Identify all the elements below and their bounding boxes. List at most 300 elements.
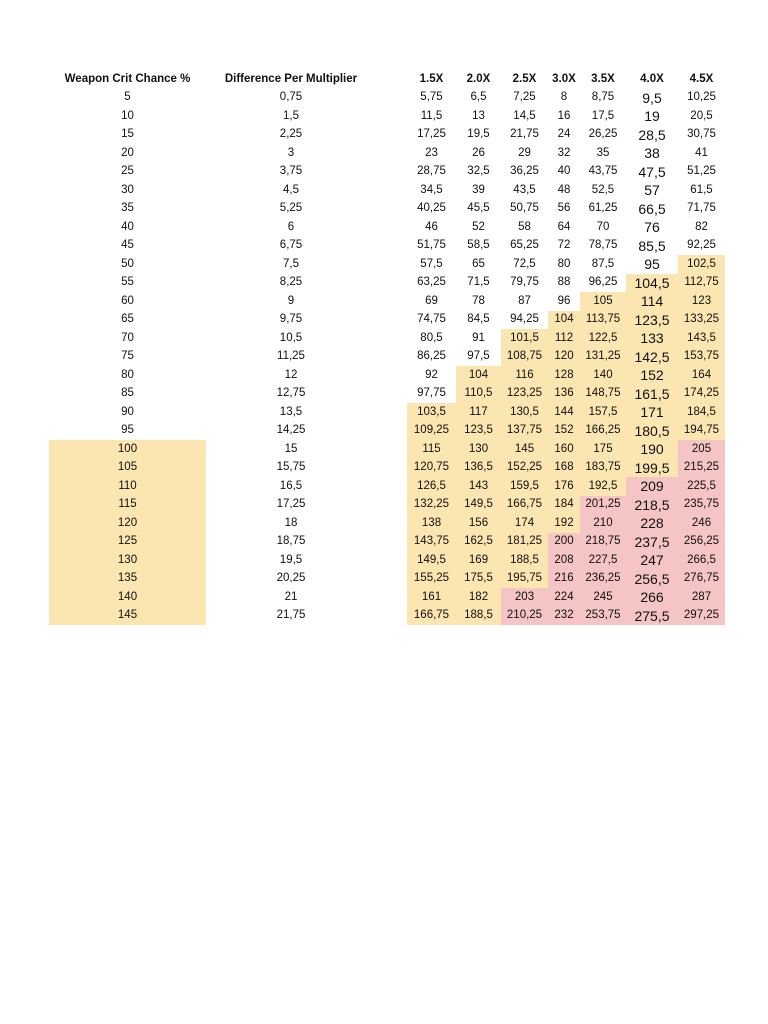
crit-chance-cell: 115: [49, 496, 206, 515]
spacer-cell: [376, 163, 407, 182]
multiplier-cell: 155,25: [407, 570, 456, 589]
multiplier-cell: 133,25: [678, 311, 725, 330]
multiplier-cell: 297,25: [678, 607, 725, 626]
difference-cell: 14,25: [276, 424, 306, 436]
multiplier-cell: 287: [678, 588, 725, 607]
col-header-4-0x: 4.0X: [640, 72, 664, 85]
multiplier-cell: 180,5: [626, 422, 678, 441]
multiplier-cell: 161: [407, 588, 456, 607]
multiplier-cell: 28,75: [417, 165, 446, 177]
multiplier-cell: 138: [407, 514, 456, 533]
multiplier-cell: 72,5: [513, 257, 536, 270]
multiplier-cell: 137,75: [501, 422, 548, 441]
spacer-cell: [376, 311, 407, 330]
spacer-cell: [376, 533, 407, 552]
multiplier-cell: 26,25: [588, 128, 618, 140]
multiplier-cell: 45,5: [467, 202, 490, 214]
crit-chance-cell: 140: [49, 588, 206, 607]
multiplier-cell: 143,5: [678, 329, 725, 348]
multiplier-cell: 17,5: [591, 109, 615, 122]
multiplier-cell: 130,5: [501, 403, 548, 422]
crit-chance-cell: 15: [121, 128, 134, 140]
multiplier-cell: 166,25: [580, 422, 626, 441]
multiplier-cell: 96,25: [588, 276, 618, 288]
crit-chance-cell: 85: [121, 387, 134, 399]
difference-cell: 9,75: [279, 313, 303, 325]
crit-chance-cell: 60: [121, 294, 134, 307]
difference-cell: 15,75: [276, 461, 306, 473]
crit-chance-cell: 30: [121, 183, 134, 196]
multiplier-cell: 102,5: [678, 255, 725, 274]
spacer-cell: [376, 329, 407, 348]
crit-chance-cell: 65: [121, 313, 134, 325]
multiplier-cell: 175: [580, 440, 626, 459]
multiplier-cell: 235,75: [678, 496, 725, 515]
multiplier-cell: 46: [425, 220, 438, 233]
multiplier-cell: 87: [518, 294, 531, 307]
spacer-cell: [376, 200, 407, 219]
multiplier-cell: 64: [557, 220, 571, 233]
multiplier-cell: 199,5: [626, 459, 678, 478]
multiplier-cell: 123,5: [456, 422, 501, 441]
multiplier-cell: 149,5: [407, 551, 456, 570]
crit-chance-cell: 135: [49, 570, 206, 589]
multiplier-cell: 237,5: [626, 533, 678, 552]
spacer-cell: [376, 403, 407, 422]
multiplier-cell: 145: [501, 440, 548, 459]
multiplier-cell: 208: [548, 551, 580, 570]
multiplier-cell: 91: [472, 331, 485, 344]
difference-cell: 20,25: [276, 572, 306, 584]
multiplier-cell: 143,75: [407, 533, 456, 552]
multiplier-cell: 126,5: [407, 477, 456, 496]
spacer-cell: [376, 588, 407, 607]
crit-chance-cell: 105: [49, 459, 206, 478]
multiplier-cell: 80,5: [420, 331, 443, 344]
crit-chance-cell: 95: [121, 424, 134, 436]
multiplier-cell: 97,5: [467, 350, 490, 362]
col-header-crit-chance: Weapon Crit Chance %: [64, 72, 191, 85]
crit-chance-cell: 120: [49, 514, 206, 533]
multiplier-cell: 48: [557, 183, 571, 196]
spacer-cell: [376, 181, 407, 200]
multiplier-cell: 136,5: [456, 459, 501, 478]
multiplier-cell: 236,25: [580, 570, 626, 589]
spacer-cell: [376, 255, 407, 274]
multiplier-cell: 192,5: [580, 477, 626, 496]
multiplier-cell: 96: [557, 294, 571, 307]
multiplier-cell: 57: [644, 182, 660, 199]
multiplier-cell: 21,75: [510, 128, 539, 140]
multiplier-cell: 76: [644, 219, 660, 236]
multiplier-cell: 166,75: [407, 607, 456, 626]
multiplier-cell: 188,5: [456, 607, 501, 626]
multiplier-cell: 225,5: [678, 477, 725, 496]
multiplier-cell: 92: [425, 368, 438, 381]
multiplier-cell: 200: [548, 533, 580, 552]
spacer-cell: [376, 607, 407, 626]
multiplier-cell: 80: [557, 257, 571, 270]
multiplier-cell: 157,5: [580, 403, 626, 422]
difference-cell: 13,5: [279, 405, 303, 418]
spacer-cell: [376, 144, 407, 163]
crit-chance-cell: 145: [49, 607, 206, 626]
multiplier-cell: 143: [456, 477, 501, 496]
multiplier-cell: 256,25: [678, 533, 725, 552]
multiplier-cell: 275,5: [626, 607, 678, 626]
multiplier-cell: 174,25: [678, 385, 725, 404]
spacer-cell: [376, 440, 407, 459]
multiplier-cell: 175,5: [456, 570, 501, 589]
crit-chance-cell: 70: [121, 331, 134, 344]
multiplier-cell: 19,5: [467, 128, 490, 140]
multiplier-cell: 26: [472, 146, 485, 159]
multiplier-cell: 66,5: [638, 200, 666, 217]
spacer-cell: [376, 551, 407, 570]
multiplier-cell: 266: [626, 588, 678, 607]
col-header-2-0x: 2.0X: [466, 72, 491, 85]
multiplier-cell: 58,5: [467, 239, 490, 251]
multiplier-cell: 144: [548, 403, 580, 422]
multiplier-cell: 181,25: [501, 533, 548, 552]
multiplier-cell: 9,5: [642, 89, 662, 106]
col-header-4-5x: 4.5X: [689, 72, 714, 85]
difference-cell: 15: [284, 442, 298, 455]
multiplier-cell: 133: [626, 329, 678, 348]
multiplier-cell: 61,5: [690, 183, 713, 196]
multiplier-cell: 51,25: [687, 165, 716, 177]
difference-cell: 16,5: [279, 479, 303, 492]
multiplier-cell: 120: [548, 348, 580, 367]
spacer-cell: [376, 422, 407, 441]
multiplier-cell: 43,75: [588, 165, 618, 177]
col-header-spacer: [376, 70, 407, 89]
multiplier-cell: 176: [548, 477, 580, 496]
spacer-cell: [376, 292, 407, 311]
multiplier-cell: 87,5: [591, 257, 615, 270]
spacer-cell: [376, 496, 407, 515]
multiplier-cell: 266,5: [678, 551, 725, 570]
multiplier-cell: 78,75: [588, 239, 618, 251]
multiplier-cell: 72: [557, 239, 571, 251]
multiplier-cell: 19: [644, 108, 660, 125]
spacer-cell: [376, 237, 407, 256]
crit-chance-cell: 110: [49, 477, 206, 496]
spacer-cell: [376, 514, 407, 533]
multiplier-cell: 30,75: [687, 128, 716, 140]
multiplier-cell: 210: [580, 514, 626, 533]
difference-cell: 9: [287, 294, 295, 307]
multiplier-cell: 71,5: [467, 276, 490, 288]
difference-cell: 11,25: [277, 350, 305, 362]
multiplier-cell: 92,25: [687, 239, 716, 251]
multiplier-cell: 216: [548, 570, 580, 589]
multiplier-cell: 142,5: [626, 348, 678, 367]
multiplier-cell: 11,5: [420, 109, 443, 122]
multiplier-cell: 160: [548, 440, 580, 459]
multiplier-cell: 109,25: [407, 422, 456, 441]
multiplier-cell: 52,5: [591, 183, 615, 196]
multiplier-cell: 161,5: [626, 385, 678, 404]
multiplier-cell: 29: [518, 146, 531, 159]
multiplier-cell: 218,5: [626, 496, 678, 515]
multiplier-cell: 190: [626, 440, 678, 459]
multiplier-cell: 5,75: [420, 91, 443, 103]
multiplier-cell: 256,5: [626, 570, 678, 589]
multiplier-cell: 74,75: [417, 313, 446, 325]
multiplier-cell: 156: [456, 514, 501, 533]
difference-cell: 0,75: [279, 91, 303, 103]
crit-chance-cell: 35: [121, 202, 134, 214]
multiplier-cell: 131,25: [580, 348, 626, 367]
col-header-3-0x: 3.0X: [552, 72, 576, 85]
multiplier-cell: 24: [557, 128, 571, 140]
multiplier-cell: 192: [548, 514, 580, 533]
difference-cell: 17,25: [276, 498, 306, 510]
spacer-cell: [376, 126, 407, 145]
multiplier-cell: 13: [472, 109, 485, 122]
difference-cell: 10,5: [279, 331, 303, 344]
multiplier-cell: 23: [425, 146, 438, 159]
multiplier-cell: 246: [678, 514, 725, 533]
multiplier-cell: 50,75: [510, 202, 539, 214]
multiplier-cell: 152,25: [501, 459, 548, 478]
multiplier-cell: 159,5: [501, 477, 548, 496]
crit-chance-cell: 130: [49, 551, 206, 570]
multiplier-cell: 184: [548, 496, 580, 515]
col-header-difference: Difference Per Multiplier: [224, 72, 358, 85]
multiplier-cell: 153,75: [678, 348, 725, 367]
multiplier-cell: 218,75: [580, 533, 626, 552]
difference-cell: 2,25: [279, 128, 303, 140]
multiplier-cell: 34,5: [420, 183, 443, 196]
crit-chance-cell: 125: [49, 533, 206, 552]
spacer-cell: [376, 274, 407, 293]
multiplier-cell: 168: [548, 459, 580, 478]
multiplier-cell: 164: [678, 366, 725, 385]
spacer-cell: [376, 570, 407, 589]
difference-cell: 12,75: [276, 387, 306, 399]
multiplier-cell: 14,5: [513, 109, 536, 122]
difference-cell: 6: [287, 220, 295, 233]
multiplier-cell: 276,75: [678, 570, 725, 589]
multiplier-cell: 166,75: [501, 496, 548, 515]
difference-cell: 19,5: [279, 553, 303, 566]
multiplier-cell: 136: [548, 385, 580, 404]
multiplier-cell: 117: [456, 403, 501, 422]
spacer-cell: [376, 348, 407, 367]
difference-cell: 21,75: [276, 609, 306, 621]
multiplier-cell: 38: [644, 145, 660, 162]
difference-cell: 21: [284, 590, 298, 603]
multiplier-cell: 86,25: [417, 350, 446, 362]
multiplier-cell: 78: [472, 294, 485, 307]
multiplier-cell: 209: [626, 477, 678, 496]
multiplier-cell: 120,75: [407, 459, 456, 478]
multiplier-cell: 253,75: [580, 607, 626, 626]
crit-chance-cell: 20: [121, 146, 134, 159]
spacer-cell: [376, 218, 407, 237]
crit-chance-cell: 80: [121, 368, 134, 381]
multiplier-cell: 36,25: [510, 165, 539, 177]
col-header-2-5x: 2.5X: [512, 72, 537, 85]
difference-cell: 6,75: [279, 239, 303, 251]
multiplier-cell: 104: [548, 311, 580, 330]
multiplier-cell: 123: [678, 292, 725, 311]
difference-cell: 7,5: [283, 257, 299, 270]
crit-chance-cell: 40: [121, 220, 134, 233]
multiplier-cell: 110,5: [456, 385, 501, 404]
multiplier-cell: 97,75: [417, 387, 446, 399]
multiplier-cell: 130: [456, 440, 501, 459]
multiplier-cell: 95: [644, 256, 660, 273]
multiplier-cell: 188,5: [501, 551, 548, 570]
col-header-1-5x: 1.5X: [419, 72, 444, 85]
multiplier-cell: 10,25: [687, 91, 716, 103]
multiplier-cell: 85,5: [638, 237, 666, 254]
multiplier-cell: 69: [425, 294, 438, 307]
multiplier-cell: 162,5: [456, 533, 501, 552]
spacer-cell: [376, 89, 407, 108]
multiplier-cell: 215,25: [678, 459, 725, 478]
multiplier-cell: 148,75: [580, 385, 626, 404]
multiplier-cell: 40: [557, 165, 571, 177]
multiplier-cell: 65: [472, 257, 485, 270]
difference-cell: 8,25: [279, 276, 303, 288]
multiplier-cell: 140: [580, 366, 626, 385]
multiplier-cell: 169: [456, 551, 501, 570]
multiplier-cell: 71,75: [687, 202, 716, 214]
multiplier-cell: 16: [557, 109, 571, 122]
multiplier-cell: 101,5: [501, 329, 548, 348]
multiplier-cell: 184,5: [678, 403, 725, 422]
multiplier-cell: 174: [501, 514, 548, 533]
col-header-3-5x: 3.5X: [591, 72, 615, 85]
multiplier-cell: 132,25: [407, 496, 456, 515]
multiplier-cell: 41: [695, 146, 708, 159]
multiplier-cell: 32,5: [467, 165, 490, 177]
multiplier-cell: 57,5: [420, 257, 443, 270]
multiplier-cell: 152: [626, 366, 678, 385]
multiplier-cell: 128: [548, 366, 580, 385]
crit-chance-cell: 75: [121, 350, 134, 362]
multiplier-cell: 247: [626, 551, 678, 570]
difference-cell: 3: [287, 146, 295, 159]
spacer-cell: [376, 107, 407, 126]
multiplier-cell: 39: [472, 183, 485, 196]
multiplier-cell: 63,25: [417, 276, 446, 288]
multiplier-cell: 123,25: [501, 385, 548, 404]
multiplier-cell: 104: [456, 366, 501, 385]
multiplier-cell: 205: [678, 440, 725, 459]
multiplier-cell: 194,75: [678, 422, 725, 441]
multiplier-cell: 61,25: [588, 202, 618, 214]
crit-chance-cell: 45: [121, 239, 134, 251]
multiplier-cell: 224: [548, 588, 580, 607]
spacer-cell: [376, 477, 407, 496]
difference-cell: 18: [284, 516, 298, 529]
multiplier-cell: 8: [560, 91, 568, 103]
multiplier-cell: 52: [472, 220, 485, 233]
multiplier-cell: 195,75: [501, 570, 548, 589]
multiplier-cell: 114: [626, 292, 678, 311]
multiplier-cell: 104,5: [626, 274, 678, 293]
multiplier-cell: 105: [580, 292, 626, 311]
multiplier-cell: 43,5: [513, 183, 536, 196]
multiplier-cell: 6,5: [470, 91, 487, 103]
multiplier-cell: 201,25: [580, 496, 626, 515]
multiplier-cell: 40,25: [417, 202, 446, 214]
spacer-cell: [376, 366, 407, 385]
crit-chance-cell: 55: [121, 276, 134, 288]
multiplier-cell: 182: [456, 588, 501, 607]
multiplier-cell: 108,75: [501, 348, 548, 367]
multiplier-cell: 94,25: [510, 313, 539, 325]
crit-chance-cell: 10: [121, 109, 134, 122]
multiplier-cell: 8,75: [591, 91, 615, 103]
multiplier-cell: 7,25: [513, 91, 536, 103]
difference-cell: 4,5: [283, 183, 299, 196]
crit-chance-cell: 50: [121, 257, 134, 270]
multiplier-cell: 228: [626, 514, 678, 533]
crit-table: [49, 70, 725, 625]
multiplier-cell: 84,5: [467, 313, 490, 325]
multiplier-cell: 79,75: [510, 276, 539, 288]
multiplier-cell: 123,5: [626, 311, 678, 330]
multiplier-cell: 65,25: [510, 239, 539, 251]
multiplier-cell: 183,75: [580, 459, 626, 478]
spacer-cell: [376, 385, 407, 404]
crit-chance-cell: 25: [121, 165, 134, 177]
spacer-cell: [376, 459, 407, 478]
multiplier-cell: 227,5: [580, 551, 626, 570]
multiplier-cell: 245: [580, 588, 626, 607]
multiplier-cell: 115: [407, 440, 456, 459]
difference-cell: 18,75: [276, 535, 306, 547]
difference-cell: 3,75: [279, 165, 303, 177]
multiplier-cell: 17,25: [417, 128, 446, 140]
multiplier-cell: 113,75: [580, 311, 626, 330]
multiplier-cell: 149,5: [456, 496, 501, 515]
multiplier-cell: 20,5: [690, 109, 713, 122]
multiplier-cell: 82: [695, 220, 708, 233]
multiplier-cell: 47,5: [638, 163, 666, 180]
multiplier-cell: 122,5: [580, 329, 626, 348]
multiplier-cell: 203: [501, 588, 548, 607]
multiplier-cell: 232: [548, 607, 580, 626]
multiplier-cell: 112,75: [678, 274, 725, 293]
multiplier-cell: 88: [557, 276, 571, 288]
crit-chance-cell: 5: [124, 91, 131, 103]
multiplier-cell: 35: [596, 146, 610, 159]
difference-cell: 5,25: [279, 202, 303, 214]
difference-cell: 12: [284, 368, 298, 381]
multiplier-cell: 210,25: [501, 607, 548, 626]
multiplier-cell: 152: [548, 422, 580, 441]
multiplier-cell: 28,5: [638, 126, 666, 143]
crit-chance-cell: 90: [121, 405, 134, 418]
difference-cell: 1,5: [283, 109, 299, 122]
multiplier-cell: 103,5: [407, 403, 456, 422]
multiplier-cell: 70: [596, 220, 610, 233]
multiplier-cell: 58: [518, 220, 531, 233]
multiplier-cell: 51,75: [417, 239, 446, 251]
multiplier-cell: 171: [626, 403, 678, 422]
multiplier-cell: 56: [557, 202, 571, 214]
multiplier-cell: 112: [548, 329, 580, 348]
multiplier-cell: 116: [501, 366, 548, 385]
crit-chance-cell: 100: [49, 440, 206, 459]
